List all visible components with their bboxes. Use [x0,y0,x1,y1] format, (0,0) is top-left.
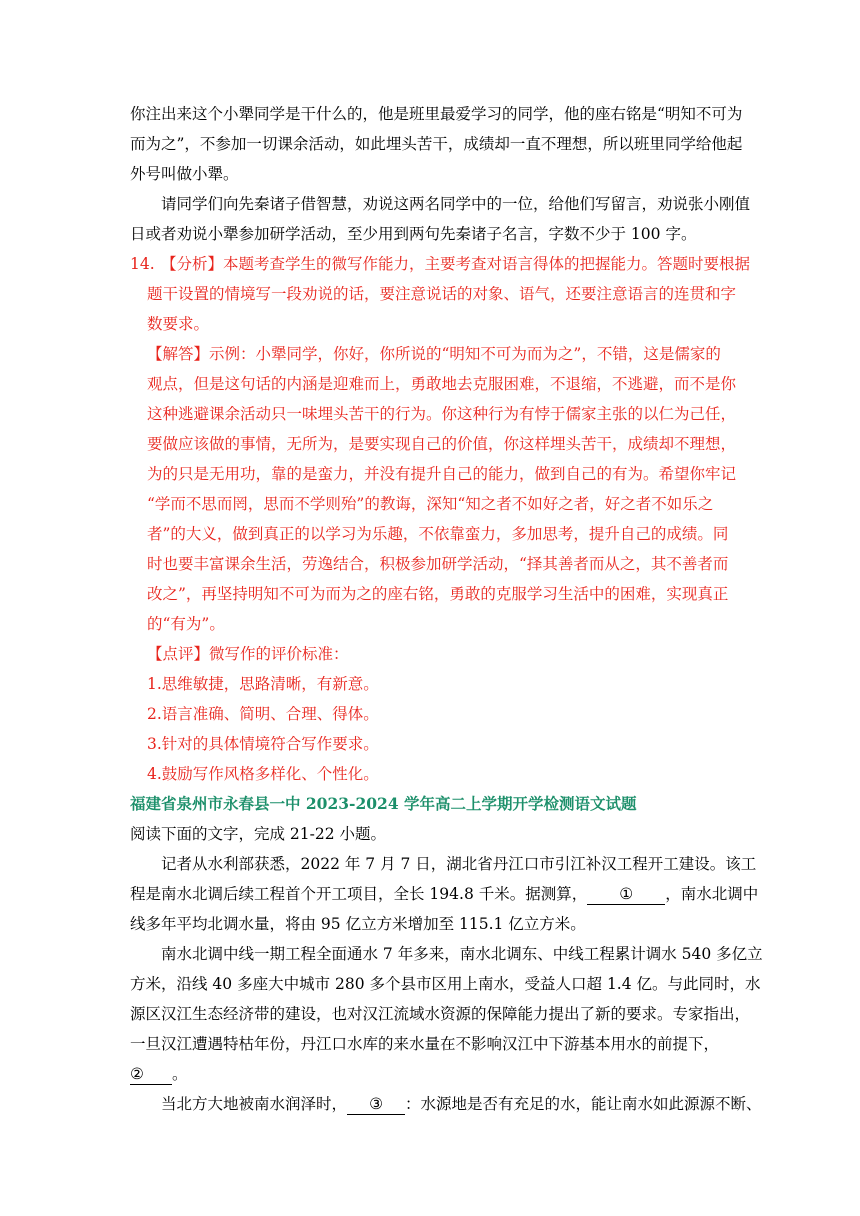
passage-p2-line-3: 源区汉江生态经济带的建设，也对汉江流域水资源的保障能力提出了新的要求。专家指出， [130,1005,751,1023]
answer-line-6: “学而不思而罔，思而不学则殆”的教诲，深知“知之者不如好之者，好之者不如乐之 [147,495,714,513]
answer-line-3: 这种逃避课余活动只一味埋头苦干的行为。你这种行为有悖于儒家主张的以仁为己任， [147,405,737,423]
passage-p2-line-4: 一旦汉江遭遇特枯年份，丹江口水库的来水量在不影响汉江中下游基本用水的前提下， [130,1035,720,1053]
passage-p2-line-5 [130,1064,188,1085]
passage-text: ，南水北调中 [665,885,759,903]
blank-1: ① [587,884,665,905]
answer-line-1: 【解答】示例：小犟同学，你好，你所说的“明知不可为而为之”，不错，这是儒家的 [147,345,721,363]
blank-3: ③ [347,1094,405,1115]
prompt-line-1: 请同学们向先秦诸子借智慧，劝说这两名同学中的一位，给他们写留言，劝说张小刚值 [161,195,751,213]
comment-item: 2.语言准确、简明、合理、得体。 [147,705,379,723]
comment-header: 【点评】微写作的评价标准： [147,645,349,663]
passage-p3-line-1 [161,1094,762,1115]
reading-instruction: 阅读下面的文字，完成 21-22 小题。 [130,825,387,843]
comment-item: 4.鼓励写作风格多样化、个性化。 [147,765,379,783]
passage-p2-line-2: 方米，沿线 40 多座大中城市 280 多个县市区用上南水，受益人口超 1.4 亿。与此同时，水 [130,975,761,993]
answer-line-10: 的“有为”。 [147,615,225,633]
passage-p1-line-1: 记者从水利部获悉，2022 年 7 月 7 日，湖北省丹江口市引江补汉工程开工建设。该工 [161,855,757,873]
answer-line-5: 为的只是无用功，靠的是蛮力，并没有提升自己的能力，做到自己的有为。希望你牢记 [147,465,737,483]
blank-2: ② [130,1064,172,1085]
passage-text: ：水源地是否有充足的水，能让南水如此源源不断、 [405,1095,762,1113]
prompt-line-2: 日或者劝说小犟参加研学活动，至少用到两句先秦诸子名言，字数不少于 100 字。 [130,225,697,243]
comment-item: 3.针对的具体情境符合写作要求。 [147,735,379,753]
analysis-line-2: 题干设置的情境写一段劝说的话，要注意说话的对象、语气，还要注意语言的连贯和字 [147,285,737,303]
answer-line-7: 者”的大义，做到真正的以学习为乐趣，不依靠蛮力，多加思考，提升自己的成绩。同 [147,525,729,543]
passage-p1-line-3: 线多年平均北调水量，将由 95 亿立方米增加至 115.1 亿立方米。 [130,915,586,933]
story-line-2: 而为之”，不参加一切课余活动，如此埋头苦干，成绩却一直不理想，所以班里同学给他起 [130,135,743,153]
comment-item: 1.思维敏捷，思路清晰，有新意。 [147,675,379,693]
question-number: 14. [130,255,155,273]
passage-p2-line-1: 南水北调中线一期工程全面通水 7 年多来，南水北调东、中线工程累计调水 540 多亿立 [161,945,763,963]
passage-text: 当北方大地被南水润泽时， [161,1095,348,1113]
passage-text: 程是南水北调后续工程首个开工项目，全长 194.8 千米。据测算， [130,885,588,903]
passage-text: 。 [172,1065,188,1083]
answer-line-8: 时也要丰富课余生活，劳逸结合，积极参加研学活动，“择其善者而从之，其不善者而 [147,555,729,573]
answer-line-4: 要做应该做的事情，无所为，是要实现自己的价值，你这样埋头苦干，成绩却不理想， [147,435,737,453]
passage-p1-line-2 [130,884,758,905]
analysis-line-1: 【分析】本题考查学生的微写作能力，主要考查对语言得体的把握能力。答题时要根据 [161,255,751,273]
answer-line-2: 观点，但是这句话的内涵是迎难而上，勇敢地去克服困难，不退缩，不逃避，而不是你 [147,375,737,393]
story-line-3: 外号叫做小犟。 [130,165,239,183]
source-title: 福建省泉州市永春县一中 2023-2024 学年高二上学期开学检测语文试题 [130,794,637,813]
story-line-1: 你注出来这个小犟同学是干什么的，他是班里最爱学习的同学，他的座右铭是“明知不可为 [130,105,743,123]
answer-line-9: 改之”，再坚持明知不可为而为之的座右铭，勇敢的克服学习生活中的困难，实现真正 [147,585,729,603]
analysis-line-3: 数要求。 [147,315,210,333]
